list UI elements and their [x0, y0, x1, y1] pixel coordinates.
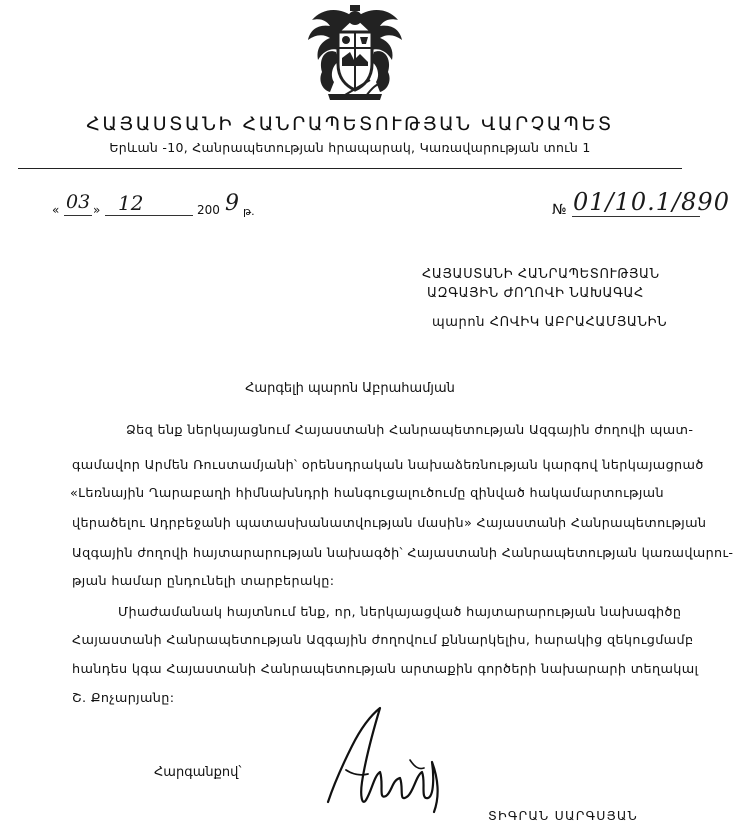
- body-line: Հայաստանի Հանրապետության Ազգային ժողովում քննարկելիս, հարակից զեկուցմամբ: [72, 633, 694, 648]
- body-line: թյան համար ընդունելի տարբերակը:: [72, 574, 335, 589]
- salutation: Հարգելի պարոն Աբրահամյան: [245, 381, 455, 396]
- date-quote-open: «: [52, 203, 60, 217]
- date-year-prefix: 200: [197, 203, 220, 217]
- date-month-underline: [105, 215, 193, 216]
- letterhead-address: Երևան -10, Հանրապետության հրապարակ, Կառավարության տուն 1: [109, 140, 591, 155]
- doc-number-underline: [572, 216, 700, 217]
- letterhead-title: ՀԱՅԱՍՏԱՆԻ ՀԱՆՐԱՊԵՏՈՒԹՅԱՆ ՎԱՐՉԱՊԵՏ: [86, 113, 614, 135]
- doc-number-value: 01/10.1/890: [573, 188, 730, 216]
- date-quote-close: »: [93, 203, 101, 217]
- date-month: 12: [118, 191, 144, 215]
- signer-name: ՏԻԳՐԱՆ ՍԱՐԳՍՅԱՆ: [488, 808, 638, 823]
- body-line: վերածելու Ադրբեջանի պատասխանատվության մասին» Հայաստանի Հանրապետության: [72, 516, 707, 531]
- sign-off: Հարգանքով՝: [154, 765, 242, 780]
- recipient-line-3: պարոն ՀՈՎԻԿ ԱԲՐԱՀԱՄՅԱՆԻՆ: [432, 315, 668, 330]
- coat-of-arms-icon: [300, 2, 410, 106]
- recipient-line-1: ՀԱՅԱՍՏԱՆԻ ՀԱՆՐԱՊԵՏՈՒԹՅԱՆ: [422, 267, 660, 282]
- date-day: 03: [66, 191, 91, 213]
- date-year-abbrev: թ.: [243, 205, 255, 218]
- body-line: Շ. Քոչարյանը:: [72, 691, 175, 706]
- body-line: Ազգային ժողովի հայտարարության նախագծի՝ Հայաստանի Հանրապետության կառավարու-: [72, 546, 733, 561]
- header-divider: [18, 168, 682, 169]
- recipient-line-2: ԱԶԳԱՅԻՆ ԺՈՂՈՎԻ ՆԱԽԱԳԱՀ: [427, 286, 644, 301]
- body-line: Ձեզ ենք ներկայացնում Հայաստանի Հանրապետության Ազգային ժողովի պատ-: [126, 423, 694, 438]
- signature-image: [322, 704, 452, 824]
- body-line: գամավոր Արմեն Ռուստամյանի՝ օրենսդրական նախաձեռնության կարգով ներկայացրած: [72, 458, 704, 473]
- body-line: Միաժամանակ հայտնում ենք, որ, ներկայացված հայտարարության նախագիծը: [118, 605, 682, 620]
- doc-number-label: №: [552, 202, 567, 218]
- date-day-underline: [64, 215, 92, 216]
- body-line: «Լեռնային Ղարաբաղի հիմնախնդրի հանգուցալուծումը զինված հակամարտության: [70, 486, 664, 501]
- date-year-suffix: 9: [225, 191, 239, 216]
- body-line: հանդես կգա Հայաստանի Հանրապետության արտաքին գործերի նախարարի տեղակալ: [72, 662, 699, 677]
